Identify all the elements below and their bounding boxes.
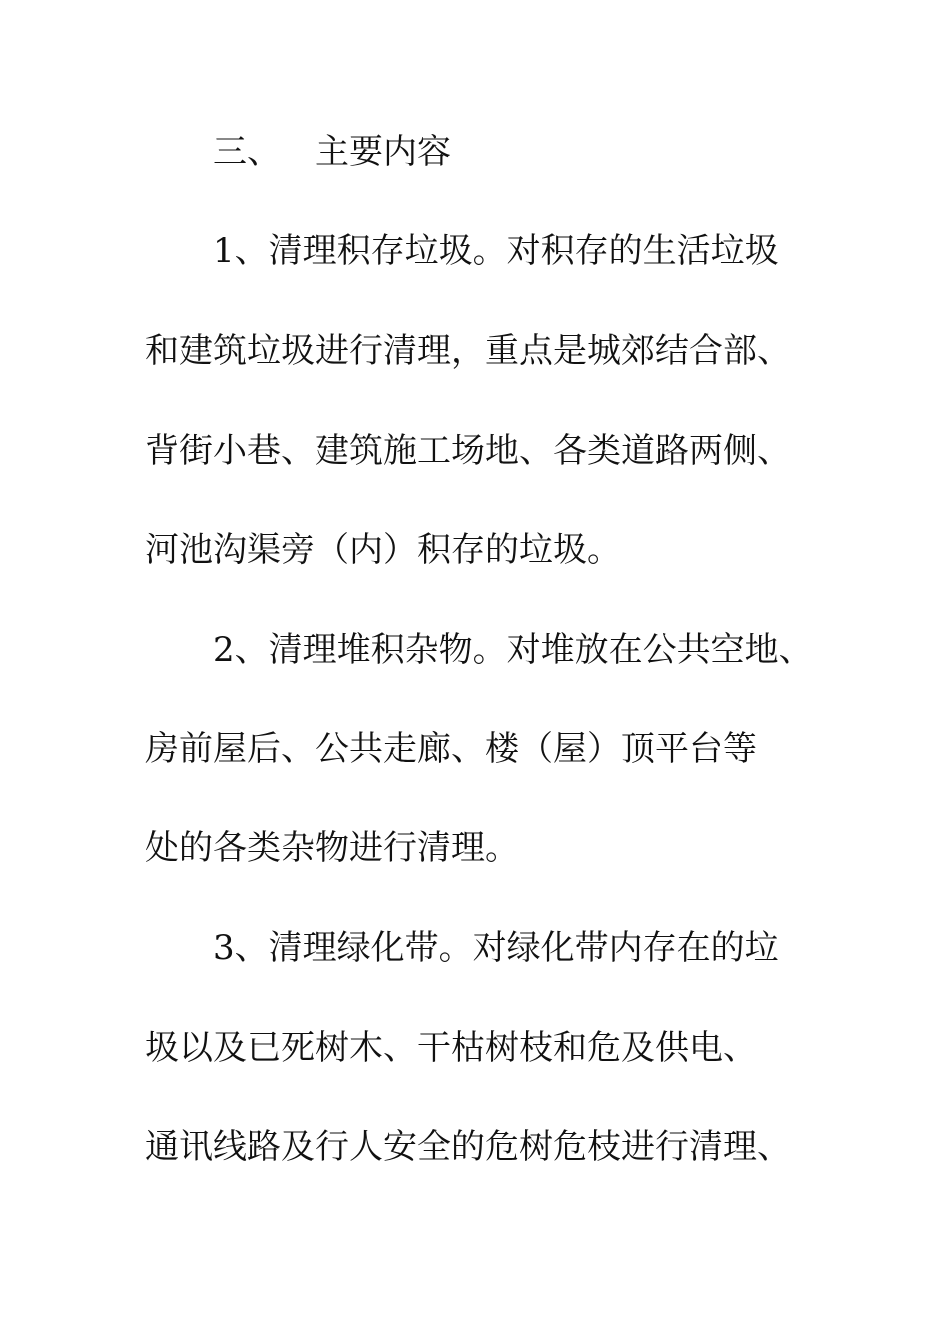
paragraph-3-line-1: 3、清理绿化带。对绿化带内存在的垃	[213, 928, 779, 968]
paragraph-2-line-1: 2、清理堆积杂物。对堆放在公共空地、	[213, 630, 813, 670]
paragraph-1-line-3: 背街小巷、建筑施工场地、各类道路两侧、	[145, 431, 791, 471]
paragraph-2-line-3: 处的各类杂物进行清理。	[145, 828, 519, 868]
paragraph-2-line-2: 房前屋后、公共走廊、楼（屋）顶平台等	[145, 729, 757, 769]
paragraph-1-line-4: 河池沟渠旁（内）积存的垃圾。	[145, 530, 621, 570]
paragraph-3-line-3: 通讯线路及行人安全的危树危枝进行清理、	[145, 1127, 791, 1167]
paragraph-1-line-2: 和建筑垃圾进行清理，重点是城郊结合部、	[145, 331, 791, 371]
paragraph-1-line-1: 1、清理积存垃圾。对积存的生活垃圾	[213, 231, 779, 271]
section-number: 三、	[213, 132, 281, 172]
paragraph-3-line-2: 圾以及已死树木、干枯树枝和危及供电、	[145, 1028, 757, 1068]
section-title: 主要内容	[315, 132, 451, 172]
section-heading	[213, 132, 451, 172]
